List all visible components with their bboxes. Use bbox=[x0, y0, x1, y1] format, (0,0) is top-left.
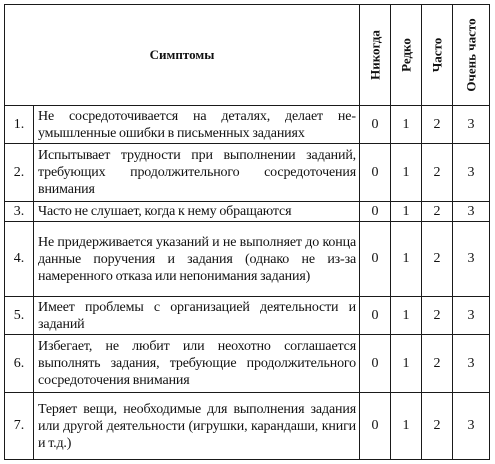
score-rarely: 1 bbox=[391, 144, 422, 202]
score-often: 2 bbox=[422, 393, 453, 460]
often-header-label: Часто bbox=[429, 37, 445, 73]
score-rarely: 1 bbox=[391, 297, 422, 335]
score-often: 2 bbox=[422, 106, 453, 144]
symptoms-header: Симптомы bbox=[5, 5, 360, 106]
row-number: 3. bbox=[5, 202, 34, 222]
score-rarely: 1 bbox=[391, 202, 422, 222]
score-rarely: 1 bbox=[391, 393, 422, 460]
never-header-label: Никогда bbox=[367, 30, 383, 80]
very-often-header-label: Очень часто bbox=[463, 18, 479, 92]
rarely-header-label: Редко bbox=[398, 38, 414, 72]
symptom-text: Избегает, не любит или неохотно соглашается выполнять задания, требующие продолжительного сосредоточения внимания bbox=[34, 335, 360, 393]
score-rarely: 1 bbox=[391, 335, 422, 393]
score-very-often: 3 bbox=[453, 202, 490, 222]
table-row bbox=[5, 222, 490, 297]
symptom-text: Теряет вещи, необходимые для выполнения задания или другой деятельности (игрушки, карандаши, книги и т.д.) bbox=[34, 393, 360, 460]
table-row bbox=[5, 335, 490, 393]
table-row bbox=[5, 202, 490, 222]
row-number: 4. bbox=[5, 222, 34, 297]
row-number: 1. bbox=[5, 106, 34, 144]
symptom-table bbox=[4, 4, 490, 460]
often-header bbox=[422, 5, 453, 106]
never-header bbox=[360, 5, 391, 106]
table-row bbox=[5, 106, 490, 144]
symptom-text: Имеет проблемы с организацией деятельности и заданий bbox=[34, 297, 360, 335]
symptom-text: Испытывает трудности при выполнении заданий, требующих продолжительного сосредоточения внимания bbox=[34, 144, 360, 202]
score-never: 0 bbox=[360, 393, 391, 460]
score-never: 0 bbox=[360, 202, 391, 222]
table-row bbox=[5, 393, 490, 460]
symptom-text: Не придерживается указаний и не выполняет до конца данные поручения и задания (однако не из-за намеренного отказа или непонимания задания) bbox=[34, 222, 360, 297]
table-row bbox=[5, 144, 490, 202]
symptom-text: Не сосредоточивается на деталях, делает неумышленные ошибки в письменных заданиях bbox=[34, 106, 360, 144]
score-often: 2 bbox=[422, 297, 453, 335]
score-never: 0 bbox=[360, 222, 391, 297]
score-very-often: 3 bbox=[453, 297, 490, 335]
row-number: 2. bbox=[5, 144, 34, 202]
row-number: 6. bbox=[5, 335, 34, 393]
score-never: 0 bbox=[360, 335, 391, 393]
score-never: 0 bbox=[360, 297, 391, 335]
symptom-text: Часто не слушает, когда к нему обращаются bbox=[34, 202, 360, 222]
rarely-header bbox=[391, 5, 422, 106]
score-very-often: 3 bbox=[453, 222, 490, 297]
score-often: 2 bbox=[422, 202, 453, 222]
score-often: 2 bbox=[422, 222, 453, 297]
table-row bbox=[5, 297, 490, 335]
score-very-often: 3 bbox=[453, 335, 490, 393]
score-very-often: 3 bbox=[453, 106, 490, 144]
score-never: 0 bbox=[360, 106, 391, 144]
header-row bbox=[5, 5, 490, 106]
score-often: 2 bbox=[422, 144, 453, 202]
row-number: 7. bbox=[5, 393, 34, 460]
score-very-often: 3 bbox=[453, 144, 490, 202]
score-rarely: 1 bbox=[391, 106, 422, 144]
score-very-often: 3 bbox=[453, 393, 490, 460]
row-number: 5. bbox=[5, 297, 34, 335]
very-often-header bbox=[453, 5, 490, 106]
score-rarely: 1 bbox=[391, 222, 422, 297]
score-never: 0 bbox=[360, 144, 391, 202]
score-often: 2 bbox=[422, 335, 453, 393]
